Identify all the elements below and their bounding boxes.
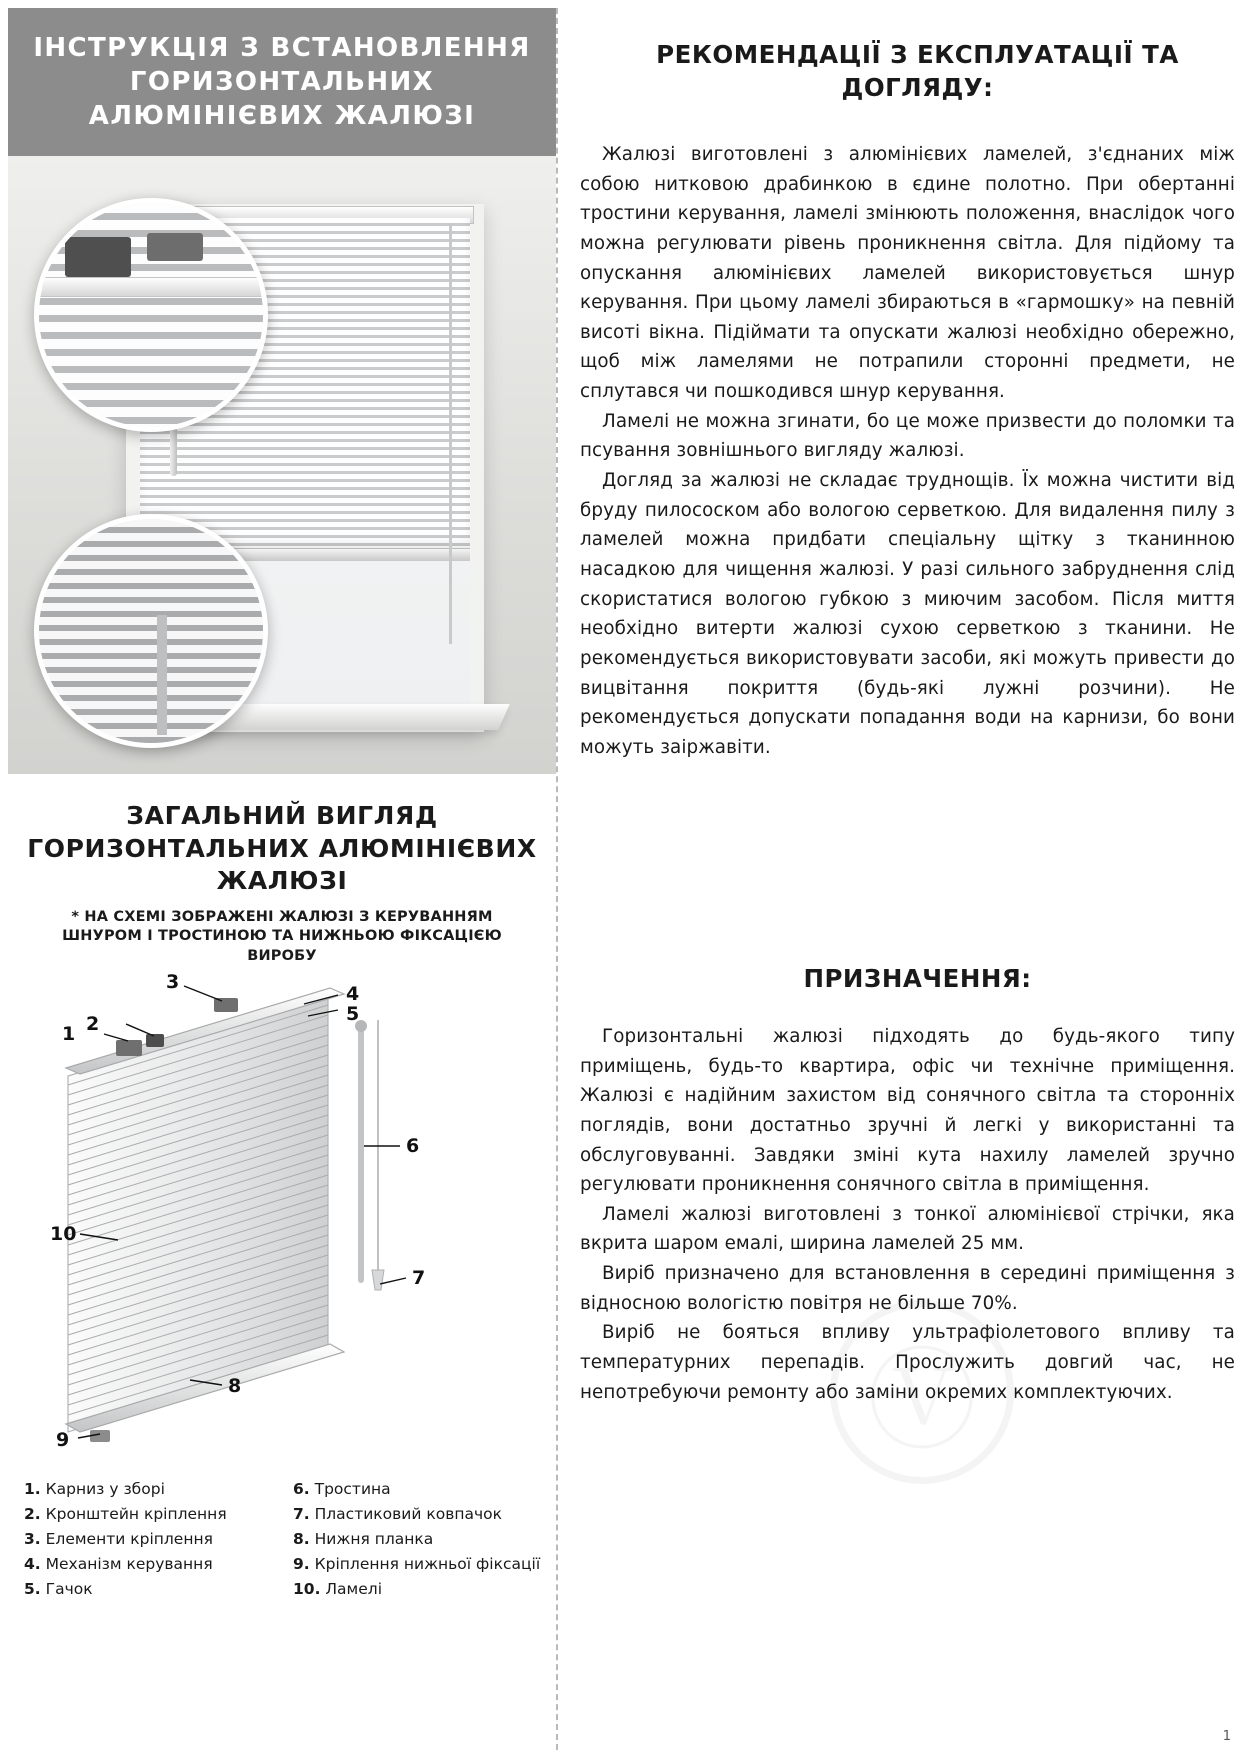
paragraph: Жалюзі виготовлені з алюмінієвих ламелей, з'єднаних між собою нитковою драбинкою в єдине полотно. При обертанні тростини керування, ламелі змінюють положення, внаслідок чого можна регулювати рівень проникнення світла. Для підйому та опускання алюмінієвих ламелей використовується шнур керування. При цьому ламелі збираються в «гармошку» на певній висоті вікна. Підіймати та опускати жалюзі необхідно обережно, щоб між ламелями не потрапили сторонні предмети, не сплутався чи пошкодився шнур керування. <box>580 144 1235 403</box>
callout-4: 4 <box>346 983 360 1005</box>
callout-6: 6 <box>406 1135 420 1157</box>
list-item <box>293 1553 544 1575</box>
legend-number: 5. <box>24 1580 41 1598</box>
callout-5: 5 <box>346 1003 360 1025</box>
lift-cord <box>449 224 452 644</box>
legend-number: 9. <box>293 1555 310 1573</box>
detail-zoom-slats <box>34 514 268 748</box>
legend-number: 8. <box>293 1530 310 1548</box>
legend-number: 6. <box>293 1480 310 1498</box>
callout-2: 2 <box>86 1013 100 1035</box>
callout-9: 9 <box>56 1429 70 1451</box>
diagram-svg <box>8 960 556 1470</box>
mounting-bracket <box>65 237 131 277</box>
legend-number: 2. <box>24 1505 41 1523</box>
list-item <box>24 1528 275 1550</box>
list-item <box>24 1578 275 1600</box>
list-item <box>293 1503 544 1525</box>
legend-label: Кронштейн кріплення <box>45 1505 227 1523</box>
legend-label: Гачок <box>45 1580 93 1598</box>
legend-label: Елементи кріплення <box>45 1530 213 1548</box>
list-item <box>293 1578 544 1600</box>
legend-label: Кріплення нижньої фіксації <box>314 1555 541 1573</box>
control-mechanism <box>147 233 203 261</box>
blind-diagram <box>8 960 556 1470</box>
purpose-heading: ПРИЗНАЧЕННЯ: <box>803 964 1032 993</box>
legend-label: Нижня планка <box>314 1530 434 1548</box>
recommendations-heading: РЕКОМЕНДАЦІЇ З ЕКСПЛУАТАЦІЇ ТА ДОГЛЯДУ: <box>656 40 1179 103</box>
list-item <box>293 1478 544 1500</box>
legend-label: Механізм керування <box>45 1555 213 1573</box>
paragraph: Виріб призначено для встановлення в середині приміщення з відносною вологістю повітря не більше 70%. <box>580 1263 1235 1314</box>
general-view-heading <box>8 800 556 966</box>
legend-number: 7. <box>293 1505 310 1523</box>
purpose-text <box>580 1022 1235 1407</box>
callout-3: 3 <box>166 971 180 993</box>
callout-7: 7 <box>412 1267 426 1289</box>
list-item <box>24 1553 275 1575</box>
main-title-band <box>8 8 556 156</box>
zoom-slats <box>39 519 263 743</box>
legend-label: Тростина <box>314 1480 391 1498</box>
paragraph: Догляд за жалюзі не складає труднощів. Їх можна чистити від бруду пилососком або вологою серветкою. Для видалення пилу з ламелей можна придбати спеціальну щітку з тканинною насадкою для чищення жалюзі. У разі сильного забруднення слід скористатися вологою губкою з миючим засобом. Після миття необхідно витерти жалюзі сухою серветкою з тканини. Не рекомендується використовувати засоби, які можуть привести до вицвітання покриття (будь-які лужні розчини). Не рекомендується допускати попадання води на карнизи, бо вони можуть заіржавіти. <box>580 470 1235 758</box>
legend-number: 10. <box>293 1580 321 1598</box>
recommendations-text <box>580 140 1235 762</box>
list-item <box>293 1528 544 1550</box>
callout-1: 1 <box>62 1023 76 1045</box>
section-note: * НА СХЕМІ ЗОБРАЖЕНІ ЖАЛЮЗІ З КЕРУВАННЯМ ШНУРОМ І ТРОСТИНОЮ ТА НИЖНЬОЮ ФІКСАЦІЄЮ ВИРОБУ <box>62 908 502 964</box>
section-title: ЗАГАЛЬНИЙ ВИГЛЯД ГОРИЗОНТАЛЬНИХ АЛЮМІНІЄВИХ ЖАЛЮЗІ <box>27 801 537 895</box>
zoom-cord <box>157 615 167 735</box>
list-item <box>24 1503 275 1525</box>
legend-label: Пластиковий ковпачок <box>314 1505 502 1523</box>
legend-number: 4. <box>24 1555 41 1573</box>
paragraph: Виріб не бояться впливу ультрафіолетового впливу та температурних перепадів. Прослужить довгий час, не непотребуючи ремонту або заміни окремих комплектуючих. <box>580 1322 1235 1403</box>
page-number: 1 <box>1222 1729 1231 1744</box>
legend-label: Карниз у зборі <box>45 1480 165 1498</box>
page-title: ІНСТРУКЦІЯ З ВСТАНОВЛЕННЯ ГОРИЗОНТАЛЬНИХ АЛЮМІНІЄВИХ ЖАЛЮЗІ <box>33 32 531 132</box>
legend-number: 1. <box>24 1480 41 1498</box>
list-item <box>24 1478 275 1500</box>
left-column <box>0 0 556 1758</box>
zoom-headrail <box>39 277 263 297</box>
paragraph: Ламелі не можна згинати, бо це може призвести до поломки та псування зовнішнього вигляду жалюзі. <box>580 410 1235 462</box>
detail-zoom-bracket <box>34 198 268 432</box>
paragraph: Ламелі жалюзі виготовлені з тонкої алюмінієвої стрічки, яка вкрита шаром емалі, ширина ламелей 25 мм. <box>580 1203 1235 1255</box>
legend-list <box>24 1478 544 1600</box>
legend-number: 3. <box>24 1530 41 1548</box>
callout-8: 8 <box>228 1375 242 1397</box>
column-divider <box>556 8 558 1750</box>
callout-10: 10 <box>50 1223 77 1245</box>
right-column <box>570 0 1245 1758</box>
installation-photo <box>8 156 556 774</box>
legend-label: Ламелі <box>325 1580 383 1598</box>
paragraph: Горизонтальні жалюзі підходять до будь-якого типу приміщень, будь-то квартира, офіс чи технічне приміщення. Жалюзі є надійним захистом від сонячного світла та сторонніх поглядів, вони достатньо зручні й легкі у використанні та обслуговуванні. Завдяки зміні кута нахилу ламелей зручно регулювати проникнення сонячного світла в приміщення. <box>580 1026 1235 1196</box>
